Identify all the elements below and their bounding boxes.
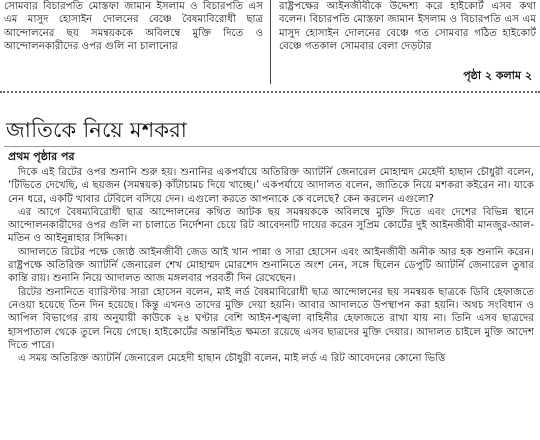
paragraph: দিকে এই রিটের ওপর শুনানি শুরু হয়। শুনানির একপর্যায়ে অতিরিক্ত অ্যাটর্নি জেনারেল মোহাম্মদ মেহেদী হাছান চৌধুরী বলেন, ‘টিভিতে দেখেছি, এ ছয়জন (সমন্বয়ক) কাঁটাচামচ দিয়ে খাচ্ছে।’ একপর্যায়ে আদালত বলেন, জাতিকে নিয়ে মশকরা কইরেন না। যাকে নেন ধরে, একটি খাবার টেবিলে বসিয়ে দেন। এগুলো করতে আপনাকে কে বলেছে? কেন করলেন এগুলো? xyxy=(8,167,534,205)
article-body xyxy=(8,166,534,440)
paragraph: এর আগে বৈষম্যবিরোধী ছাত্র আন্দোলনের কথিত আটক ছয় সমন্বয়ককে অবিলম্বে মুক্তি দিতে এবং দেশের বিভিন্ন স্থানে আন্দোলনকারীদের ওপর গুলি না চালাতে নির্দেশনা চেয়ে রিট আবেদনটি দায়ের করেন সুপ্রিম কোর্টের দুই আইনজীবী মানজুর-আল-মতিন ও আইনুন্নাহার সিদ্দিকা। xyxy=(8,206,534,245)
jump-reference: পৃষ্ঠা ২ কলাম ২ xyxy=(459,67,532,86)
headline-underline xyxy=(4,146,540,147)
top-right-column: রাষ্ট্রপক্ষের আইনজীবীকে উদ্দেশ্য করে হাইকোর্ট এসব কথা বলেন। বিচারপতি মোস্তফা জামান ইসলাম ও বিচারপতি এস এম মাসুদ হোসাইন দোলনের বেঞ্চে গত সোমবার গঠিত হাইকোর্ট বেঞ্চে গতকাল সোমবার বেলা দেড়টার xyxy=(279,1,536,52)
article-headline: জাতিকে নিয়ে মশকরা xyxy=(6,118,188,142)
paragraph: রিটের শুনানিতে ব্যারিস্টার সারা হোসেন বলেন, মাই লর্ড বৈষম্যবিরোধী ছাত্র আন্দোলনের ছয় সমন্বয়ক ছাত্রকে ডিবি হেফাজতে নেওয়া হয়েছে তিন দিন হয়েছে। কিন্তু এখনও তাদের মুক্তি দেয়া হয়নি। আবার আদালতে উপস্থাপন করা হয়নি। অথচ সংবিধান ও আপিল বিভাগের রায় অনুযায়ী কাউকে ২৪ ঘণ্টার বেশি আইন-শৃঙ্খলা বাহিনীর হেফাজতে রাখা যায় না। তিনি এসব ছাত্রদের হাসপাতাল থেকে তুলে নিয়ে গেছে। হাইকোর্টের অন্তর্নিহিত ক্ষমতা রয়েছে এসব ছাত্রদের মুক্তি দেয়ার। আদালত চাইলে মুক্তি আদেশ দিতে পারে। xyxy=(8,286,534,351)
column-divider xyxy=(270,0,271,84)
continuation-subhead: প্রথম পৃষ্ঠার পর xyxy=(8,150,75,163)
dotted-separator xyxy=(0,91,540,93)
top-left-column: সোমবার বিচারপতি মোস্তফা জামান ইসলাম ও বিচারপতি এস এম মাসুদ হোসাইন দোলনের বেঞ্চে বৈষম্যবিরোধী ছাত্র আন্দোলনের ছয় সমন্বয়ককে অবিলম্বে মুক্তি দিতে ও আন্দোলনকারীদের ওপর গুলি না চালানোর xyxy=(4,1,263,52)
paragraph: আদালতে রিটের পক্ষে জ্যেষ্ঠ আইনজীবী জেড আই খান পান্না ও সারা হোসেন এবং আইনজীবী অনীক আর হক শুনানি করেন। রাষ্ট্রপক্ষে অতিরিক্ত অ্যাটর্নি জেনারেল শেখ মোহাম্মদ মোরশেদ শুনানিতে অংশ নেন, সঙ্গে ছিলেন ডেপুটি অ্যাটর্নি জেনারেল তুষার কান্তি রায়। শুনানি নিয়ে আদালত আজ মঙ্গলবার পরবর্তী দিন রেখেছেন। xyxy=(8,246,534,285)
paragraph: এ সময় অতিরিক্ত অ্যাটর্নি জেনারেল মেহেদী হাছান চৌধুরী বলেন, মাই লর্ড এ রিট আবেদনের কোনো ভিত্তি xyxy=(18,353,446,365)
